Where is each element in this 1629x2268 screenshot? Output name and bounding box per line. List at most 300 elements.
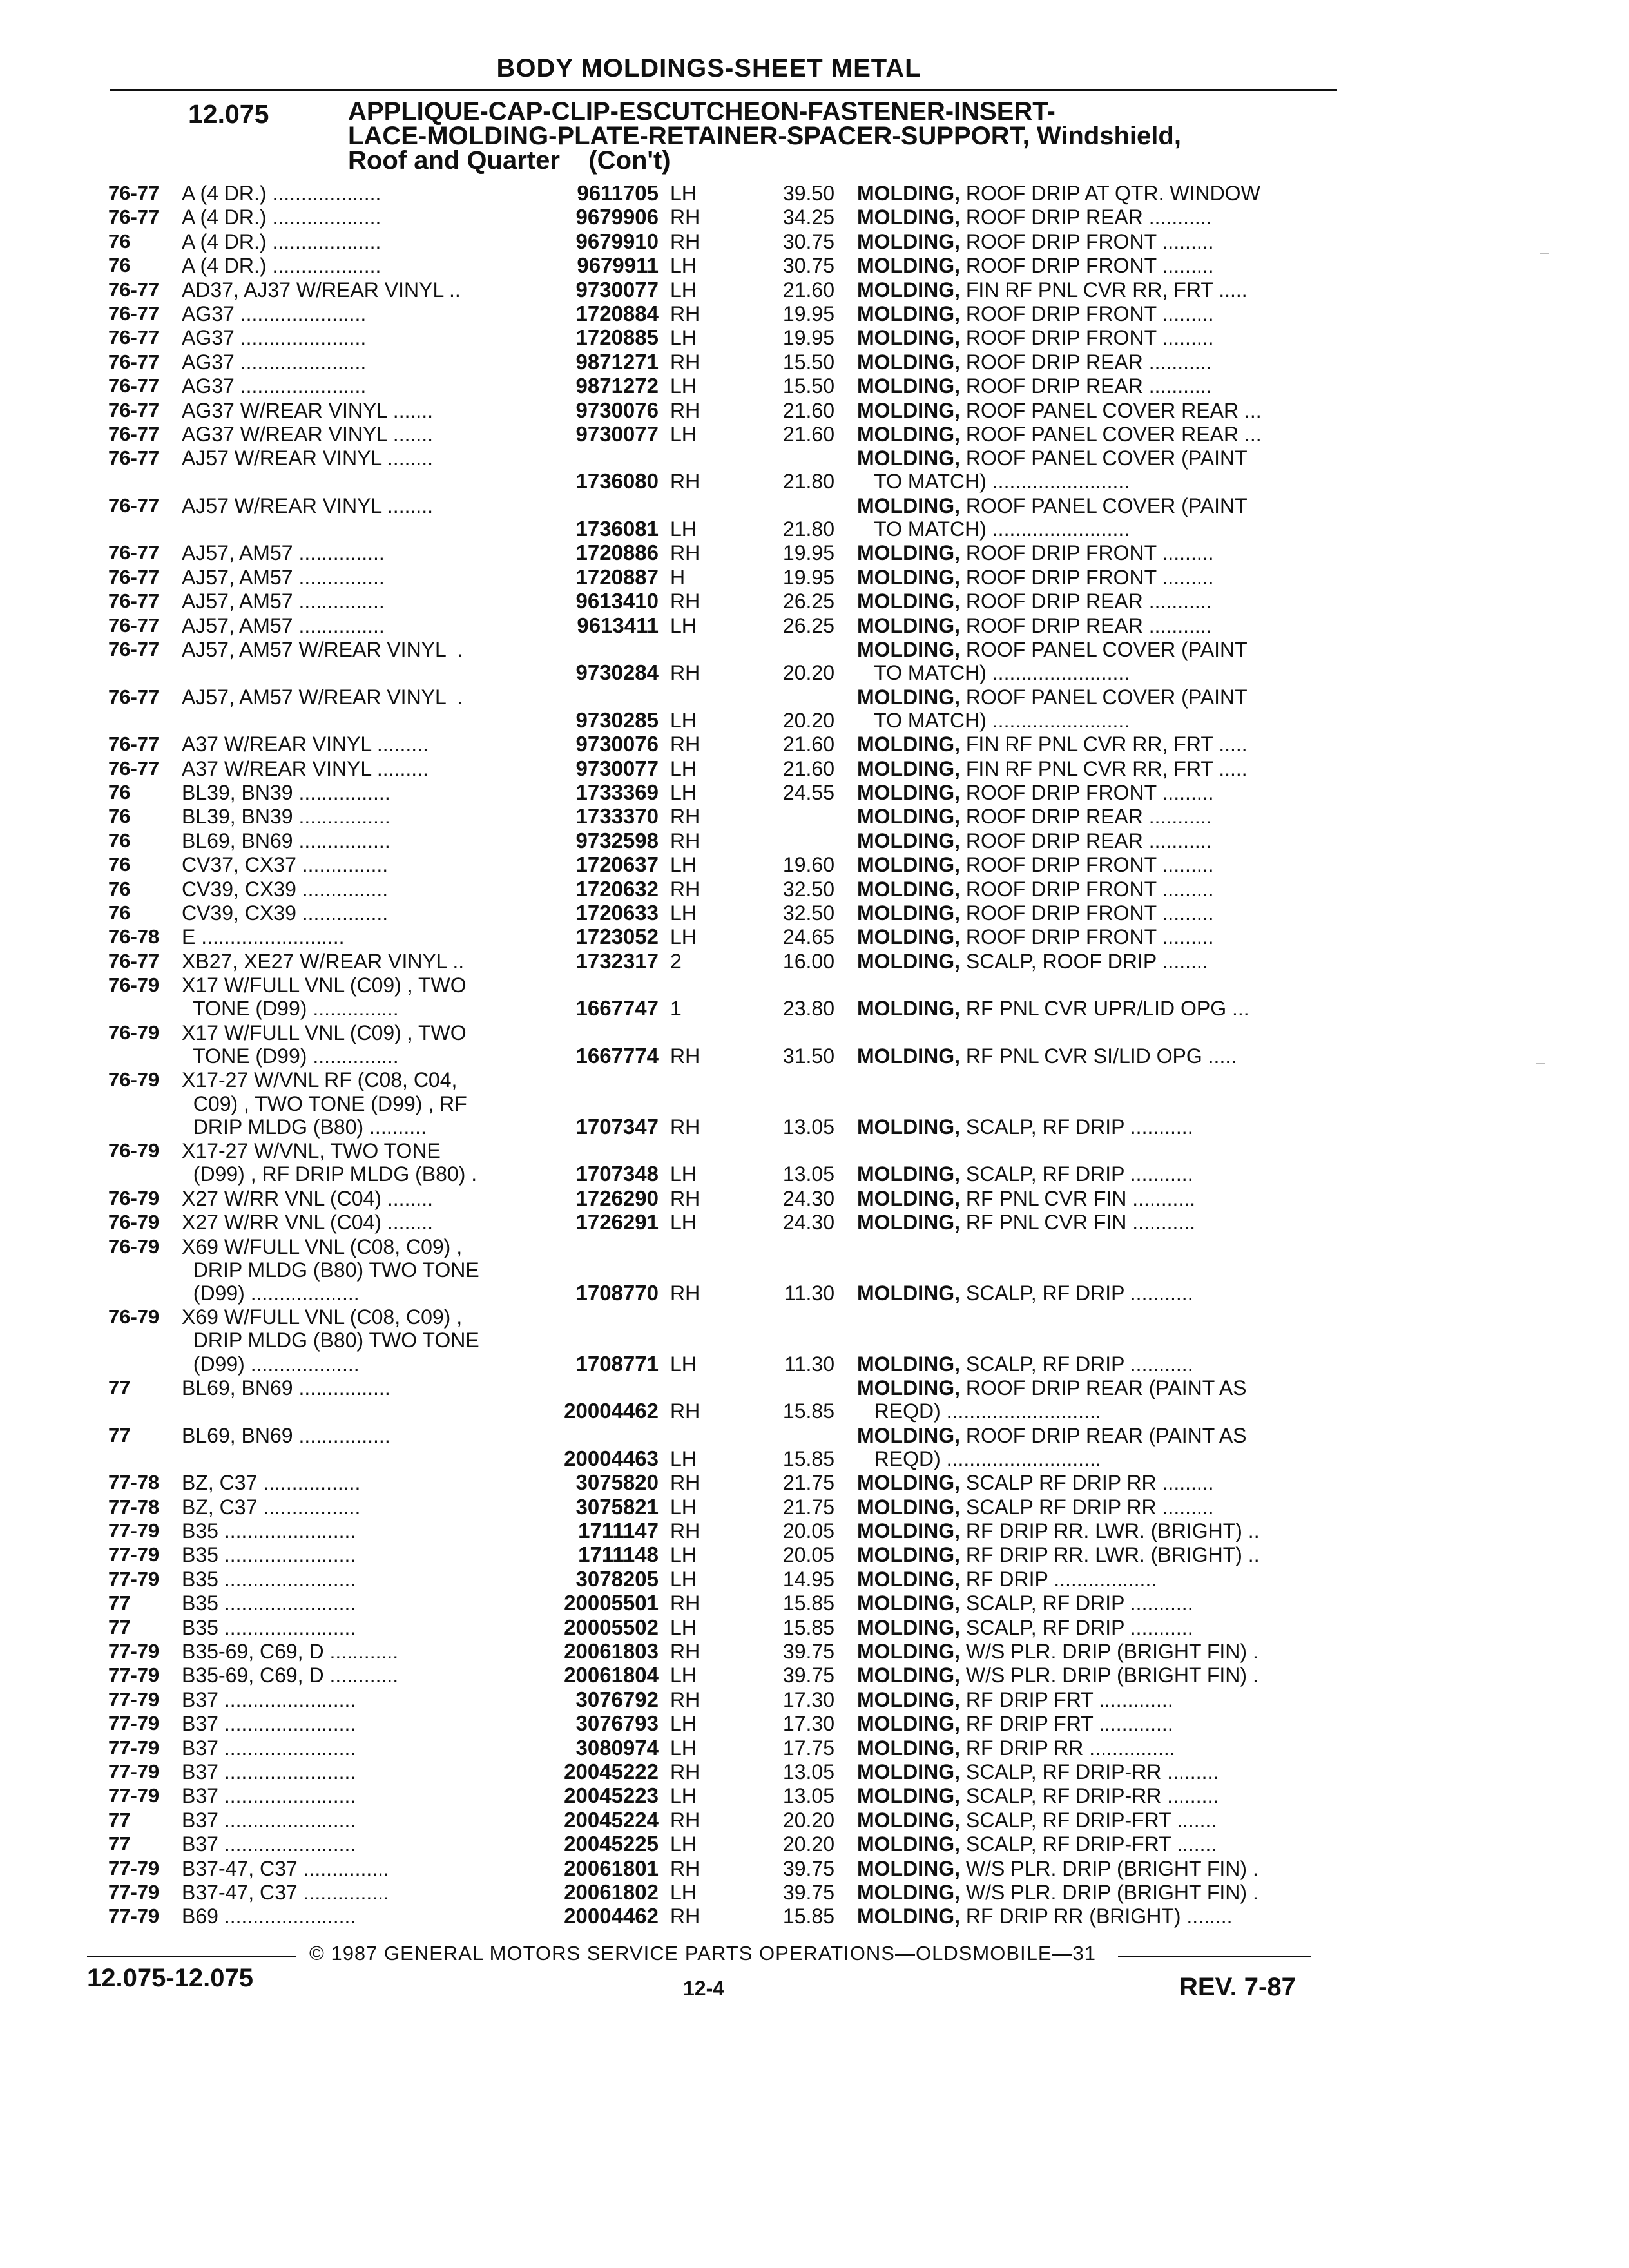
entry-description: MOLDING, SCALP, RF DRIP ........... xyxy=(857,1615,1193,1639)
entry-price: 21.80 xyxy=(782,517,834,541)
entry-model: B37 ....................... xyxy=(182,1808,356,1832)
part-entry xyxy=(0,1640,1629,1664)
part-entry xyxy=(0,1424,1629,1472)
entry-year: 76-77 xyxy=(108,422,160,445)
entry-description: MOLDING, RF DRIP RR (BRIGHT) ........ xyxy=(857,1905,1233,1928)
description-keyword: MOLDING, xyxy=(857,374,960,398)
entry-description: MOLDING, ROOF DRIP FRONT ......... xyxy=(857,541,1214,565)
entry-part-number: 9611705 xyxy=(577,181,659,205)
entry-description: MOLDING, ROOF DRIP REAR ........... xyxy=(857,613,1212,637)
entry-model: A37 W/REAR VINYL ......... xyxy=(182,733,429,756)
entry-year: 76-77 xyxy=(108,278,160,301)
entry-part-number: 20061803 xyxy=(564,1639,659,1664)
part-entry xyxy=(0,494,1629,542)
description-keyword: MOLDING, xyxy=(857,1712,960,1736)
part-entry xyxy=(0,1495,1629,1519)
part-entry xyxy=(0,302,1629,326)
entry-year: 76-77 xyxy=(108,685,160,708)
entry-part-number: 9871271 xyxy=(575,349,659,374)
entry-year: 77-79 xyxy=(108,1880,160,1903)
entry-year: 76-77 xyxy=(108,182,160,204)
entry-price: 17.30 xyxy=(782,1712,834,1736)
entry-side: RH xyxy=(670,1591,700,1615)
entry-year: 76-77 xyxy=(108,302,160,325)
page-header-title: BODY MOLDINGS-SHEET METAL xyxy=(496,54,921,82)
part-entry xyxy=(0,757,1629,781)
entry-part-number: 9730076 xyxy=(575,732,659,756)
description-keyword: MOLDING, xyxy=(857,1832,960,1856)
entry-part-number: 1736081 xyxy=(575,517,659,541)
part-entry xyxy=(0,1591,1629,1615)
entry-year: 76 xyxy=(108,829,131,852)
entry-price: 34.25 xyxy=(782,206,834,229)
entry-price: 31.50 xyxy=(782,1044,834,1068)
entry-price: 15.85 xyxy=(782,1399,834,1423)
entry-model: CV37, CX37 ............... xyxy=(182,853,389,877)
entry-price: 20.20 xyxy=(782,708,834,732)
part-entry xyxy=(0,925,1629,949)
entry-model: BL69, BN69 ................ xyxy=(182,1376,390,1400)
part-entry xyxy=(0,1688,1629,1712)
entry-model: X69 W/FULL VNL (C08, C09) , xyxy=(182,1235,463,1258)
entry-description: MOLDING, W/S PLR. DRIP (BRIGHT FIN) . xyxy=(857,1664,1258,1687)
entry-side: LH xyxy=(670,1495,697,1519)
entry-price: 32.50 xyxy=(782,877,834,901)
entry-model: B37 ....................... xyxy=(182,1712,356,1736)
part-entry xyxy=(0,1376,1629,1424)
entry-price: 21.60 xyxy=(782,756,834,780)
entry-year: 77 xyxy=(108,1591,131,1615)
entry-model: A (4 DR.) ................... xyxy=(182,254,381,278)
entry-side: RH xyxy=(670,1186,700,1210)
entry-side: LH xyxy=(670,1784,697,1808)
section-title-line-2: LACE-MOLDING-PLATE-RETAINER-SPACER-SUPPORT, Windshield, xyxy=(348,122,1181,150)
entry-description: MOLDING, RF DRIP .................. xyxy=(857,1567,1157,1591)
entry-model: CV39, CX39 ............... xyxy=(182,877,389,901)
entry-part-number: 1720633 xyxy=(575,900,659,925)
entry-year: 77-79 xyxy=(108,1664,160,1687)
description-keyword: MOLDING, xyxy=(857,1760,960,1783)
entry-side: LH xyxy=(670,1352,697,1376)
entry-description: MOLDING, SCALP, ROOF DRIP ........ xyxy=(857,949,1208,973)
entry-model: B69 ....................... xyxy=(182,1905,356,1928)
entry-side: LH xyxy=(670,278,697,302)
entry-price: 15.85 xyxy=(782,1905,834,1928)
entry-side: RH xyxy=(670,877,700,901)
part-entry xyxy=(0,686,1629,733)
entry-description: MOLDING, ROOF DRIP FRONT ......... xyxy=(857,853,1214,877)
entry-price: 39.75 xyxy=(782,1664,834,1687)
entry-model: B35-69, C69, D ............ xyxy=(182,1640,399,1664)
entry-side: RH xyxy=(670,1281,700,1305)
footer-rule-left xyxy=(87,1956,296,1957)
entry-model: AJ57, AM57 W/REAR VINYL . xyxy=(182,638,463,662)
entry-price: 19.95 xyxy=(782,565,834,589)
footer-page-number: 12-4 xyxy=(683,1977,725,2000)
entry-model: B35 ....................... xyxy=(182,1591,356,1615)
entry-description: REQD) ........................... xyxy=(857,1446,1101,1470)
entry-side: RH xyxy=(670,590,700,613)
footer-copyright: © 1987 GENERAL MOTORS SERVICE PARTS OPERATIONS—OLDSMOBILE—31 xyxy=(309,1942,1097,1965)
entry-side: LH xyxy=(670,1446,697,1470)
entry-part-number: 9871272 xyxy=(575,374,659,398)
entry-description: MOLDING, ROOF DRIP AT QTR. WINDOW xyxy=(857,182,1260,205)
entry-part-number: 20004462 xyxy=(564,1399,659,1423)
entry-model: AD37, AJ37 W/REAR VINYL .. xyxy=(182,278,461,302)
entry-year: 77-79 xyxy=(108,1543,160,1566)
entry-model: AG37 ...................... xyxy=(182,350,367,374)
description-keyword: MOLDING, xyxy=(857,565,960,589)
entry-price: 20.05 xyxy=(782,1543,834,1567)
description-keyword: MOLDING, xyxy=(857,1640,960,1664)
entry-description: MOLDING, SCALP, RF DRIP-FRT ....... xyxy=(857,1808,1217,1832)
entry-price: 23.80 xyxy=(782,997,834,1021)
entry-description: MOLDING, RF DRIP RR. LWR. (BRIGHT) .. xyxy=(857,1543,1260,1567)
part-entry xyxy=(0,733,1629,756)
entry-description: MOLDING, RF PNL CVR FIN ........... xyxy=(857,1211,1196,1235)
entry-side: LH xyxy=(670,1543,697,1567)
entry-part-number: 1720884 xyxy=(575,301,659,325)
entry-description: TO MATCH) ........................ xyxy=(857,708,1130,732)
entry-description: MOLDING, ROOF PANEL COVER (PAINT xyxy=(857,494,1248,517)
part-entry xyxy=(0,182,1629,206)
entry-side: RH xyxy=(670,1808,700,1832)
entry-part-number: 1707348 xyxy=(575,1162,659,1186)
entry-side: LH xyxy=(670,182,697,205)
entry-year: 76-77 xyxy=(108,398,160,421)
description-keyword: MOLDING, xyxy=(857,398,960,422)
entry-description: MOLDING, ROOF DRIP REAR ........... xyxy=(857,206,1212,229)
description-keyword: MOLDING, xyxy=(857,1856,960,1880)
entry-price: 16.00 xyxy=(782,949,834,973)
entry-model: (D99) ................... xyxy=(182,1352,360,1376)
entry-side: LH xyxy=(670,925,697,949)
entry-side: RH xyxy=(670,1519,700,1543)
description-keyword: MOLDING, xyxy=(857,1519,960,1543)
description-keyword: MOLDING, xyxy=(857,1784,960,1808)
part-entry xyxy=(0,374,1629,398)
entry-price: 39.75 xyxy=(782,1856,834,1880)
part-entry xyxy=(0,541,1629,565)
entry-model: B37 ....................... xyxy=(182,1784,356,1808)
description-keyword: MOLDING, xyxy=(857,1591,960,1615)
entry-model: (D99) , RF DRIP MLDG (B80) . xyxy=(182,1162,477,1186)
entry-model: B35 ....................... xyxy=(182,1543,356,1567)
entry-part-number: 3076793 xyxy=(575,1711,659,1736)
entry-part-number: 9730285 xyxy=(575,707,659,732)
entry-description: MOLDING, ROOF DRIP REAR ........... xyxy=(857,805,1212,829)
entry-side: LH xyxy=(670,1832,697,1856)
entry-year: 76-77 xyxy=(108,494,160,517)
description-keyword: MOLDING, xyxy=(857,829,960,852)
entry-description: MOLDING, ROOF DRIP REAR ........... xyxy=(857,590,1212,613)
entry-model: X27 W/RR VNL (C04) ........ xyxy=(182,1211,434,1235)
part-entry xyxy=(0,901,1629,925)
entry-part-number: 1720632 xyxy=(575,876,659,901)
description-keyword: MOLDING, xyxy=(857,494,960,517)
part-entry xyxy=(0,1760,1629,1784)
entry-price: 21.75 xyxy=(782,1471,834,1495)
entry-model: AG37 ...................... xyxy=(182,302,367,325)
entry-price: 24.55 xyxy=(782,781,834,805)
entry-part-number: 20045223 xyxy=(564,1783,659,1808)
description-keyword: MOLDING, xyxy=(857,206,960,229)
entry-price: 24.65 xyxy=(782,925,834,949)
entry-model: DRIP MLDG (B80) TWO TONE xyxy=(182,1258,479,1282)
part-entry xyxy=(0,230,1629,254)
entry-model: AJ57, AM57 ............... xyxy=(182,565,385,589)
entry-price: 15.85 xyxy=(782,1591,834,1615)
part-entry xyxy=(0,1736,1629,1760)
entry-price: 32.50 xyxy=(782,901,834,925)
entry-model: A37 W/REAR VINYL ......... xyxy=(182,756,429,780)
entry-side: LH xyxy=(670,326,697,350)
entry-part-number: 20004462 xyxy=(564,1904,659,1928)
entry-part-number: 3076792 xyxy=(575,1687,659,1711)
entry-part-number: 9679910 xyxy=(575,229,659,253)
entry-year: 76-79 xyxy=(108,1139,160,1162)
part-entry xyxy=(0,423,1629,447)
entry-description: MOLDING, ROOF PANEL COVER REAR ... xyxy=(857,398,1262,422)
entry-year: 77-79 xyxy=(108,1519,160,1542)
description-keyword: MOLDING, xyxy=(857,1162,960,1186)
entry-price: 39.75 xyxy=(782,1880,834,1904)
entry-description: MOLDING, SCALP RF DRIP RR ......... xyxy=(857,1495,1214,1519)
entry-part-number: 9732598 xyxy=(575,828,659,852)
entry-model: X17-27 W/VNL RF (C08, C04, xyxy=(182,1068,458,1092)
entry-side: RH xyxy=(670,1115,700,1139)
entry-model: E ......................... xyxy=(182,925,345,949)
part-entry xyxy=(0,351,1629,374)
entry-side: RH xyxy=(670,661,700,685)
entry-price: 19.95 xyxy=(782,541,834,565)
entry-side: LH xyxy=(670,1211,697,1235)
part-entry xyxy=(0,1881,1629,1905)
part-entry xyxy=(0,1905,1629,1928)
entry-description: MOLDING, ROOF PANEL COVER (PAINT xyxy=(857,685,1248,709)
part-entry xyxy=(0,805,1629,829)
description-keyword: MOLDING, xyxy=(857,1687,960,1711)
entry-price: 13.05 xyxy=(782,1760,834,1783)
entry-year: 76-77 xyxy=(108,206,160,229)
entry-part-number: 9730076 xyxy=(575,398,659,422)
entry-model: B35 ....................... xyxy=(182,1615,356,1639)
entry-description: MOLDING, SCALP, RF DRIP ........... xyxy=(857,1591,1193,1615)
entry-description: MOLDING, ROOF PANEL COVER (PAINT xyxy=(857,447,1248,470)
description-keyword: MOLDING, xyxy=(857,733,960,756)
entry-description: MOLDING, ROOF DRIP FRONT ......... xyxy=(857,877,1214,901)
entry-price: 13.05 xyxy=(782,1784,834,1808)
entry-price: 14.95 xyxy=(782,1567,834,1591)
entry-model: TONE (D99) ............... xyxy=(182,1044,399,1068)
header-rule xyxy=(110,89,1337,91)
entry-side: RH xyxy=(670,1399,700,1423)
entry-price: 39.75 xyxy=(782,1640,834,1664)
entry-side: RH xyxy=(670,470,700,494)
entry-description: MOLDING, ROOF DRIP REAR (PAINT AS xyxy=(857,1376,1247,1400)
description-keyword: MOLDING, xyxy=(857,997,960,1021)
entry-part-number: 1708771 xyxy=(575,1351,659,1376)
entry-model: AJ57, AM57 ............... xyxy=(182,613,385,637)
entry-model: B35 ....................... xyxy=(182,1519,356,1543)
entry-side: LH xyxy=(670,374,697,398)
description-keyword: MOLDING, xyxy=(857,1567,960,1591)
entry-price: 30.75 xyxy=(782,254,834,278)
entry-model: B37-47, C37 ............... xyxy=(182,1880,389,1904)
entry-part-number: 20005502 xyxy=(564,1615,659,1639)
entry-year: 76-79 xyxy=(108,974,160,997)
entry-part-number: 1720887 xyxy=(575,564,659,589)
entry-year: 77-79 xyxy=(108,1712,160,1735)
entry-side: RH xyxy=(670,206,700,229)
entry-year: 77 xyxy=(108,1615,131,1639)
entry-year: 76 xyxy=(108,877,131,900)
entry-part-number: 3078205 xyxy=(575,1566,659,1591)
part-entry xyxy=(0,829,1629,853)
entry-part-number: 9679906 xyxy=(575,205,659,229)
description-keyword: MOLDING, xyxy=(857,1905,960,1928)
entry-side: LH xyxy=(670,517,697,541)
entry-year: 76-79 xyxy=(108,1068,160,1091)
entry-part-number: 3080974 xyxy=(575,1735,659,1760)
description-keyword: MOLDING, xyxy=(857,638,960,662)
entry-description: MOLDING, FIN RF PNL CVR RR, FRT ..... xyxy=(857,278,1248,302)
entry-part-number: 9730284 xyxy=(575,660,659,685)
entry-description: MOLDING, RF PNL CVR UPR/LID OPG ... xyxy=(857,997,1249,1021)
description-keyword: MOLDING, xyxy=(857,1376,960,1400)
entry-price: 19.95 xyxy=(782,302,834,325)
entry-side: RH xyxy=(670,1760,700,1783)
part-entry xyxy=(0,1068,1629,1139)
entry-model: AG37 W/REAR VINYL ....... xyxy=(182,422,434,446)
description-keyword: MOLDING, xyxy=(857,302,960,325)
entry-year: 76-79 xyxy=(108,1186,160,1209)
entry-side: LH xyxy=(670,1567,697,1591)
entry-model: BL39, BN39 ................ xyxy=(182,805,390,829)
entry-side: LH xyxy=(670,781,697,805)
entry-year: 77-78 xyxy=(108,1471,160,1494)
description-keyword: MOLDING, xyxy=(857,1115,960,1139)
entry-description: MOLDING, ROOF DRIP FRONT ......... xyxy=(857,229,1214,253)
description-keyword: MOLDING, xyxy=(857,1471,960,1495)
entry-price: 20.20 xyxy=(782,1832,834,1856)
entry-year: 76-77 xyxy=(108,350,160,373)
entry-side: RH xyxy=(670,829,700,852)
part-entry xyxy=(0,1664,1629,1687)
part-entry xyxy=(0,781,1629,805)
entry-side: RH xyxy=(670,805,700,829)
description-keyword: MOLDING, xyxy=(857,1880,960,1904)
entry-description: MOLDING, SCALP, RF DRIP ........... xyxy=(857,1115,1193,1139)
part-entry xyxy=(0,1832,1629,1856)
entry-side: RH xyxy=(670,1640,700,1664)
entry-description: MOLDING, RF PNL CVR SI/LID OPG ..... xyxy=(857,1044,1237,1068)
entry-description: TO MATCH) ........................ xyxy=(857,470,1130,494)
section-number: 12.075 xyxy=(188,99,269,129)
entry-description: MOLDING, ROOF PANEL COVER REAR ... xyxy=(857,422,1262,446)
description-keyword: MOLDING, xyxy=(857,685,960,709)
part-entry xyxy=(0,399,1629,423)
part-entry xyxy=(0,1187,1629,1211)
entry-part-number: 20061804 xyxy=(564,1663,659,1687)
entry-price: 21.60 xyxy=(782,733,834,756)
entry-side: RH xyxy=(670,302,700,325)
entry-year: 76-77 xyxy=(108,733,160,756)
entry-year: 77 xyxy=(108,1808,131,1831)
entry-price: 39.50 xyxy=(782,182,834,205)
entry-model: BZ, C37 ................. xyxy=(182,1471,361,1495)
entry-side: LH xyxy=(670,1615,697,1639)
entry-side: 2 xyxy=(670,949,682,973)
entry-price: 17.30 xyxy=(782,1687,834,1711)
entry-description: MOLDING, SCALP, RF DRIP-FRT ....... xyxy=(857,1832,1217,1856)
entry-price: 21.75 xyxy=(782,1495,834,1519)
part-entry xyxy=(0,950,1629,974)
description-keyword: MOLDING, xyxy=(857,278,960,302)
entry-part-number: 20045222 xyxy=(564,1759,659,1783)
description-keyword: MOLDING, xyxy=(857,1664,960,1687)
entry-year: 77-79 xyxy=(108,1567,160,1590)
entry-description: MOLDING, ROOF DRIP REAR ........... xyxy=(857,374,1212,398)
part-entry xyxy=(0,447,1629,494)
entry-side: LH xyxy=(670,756,697,780)
part-entry xyxy=(0,1857,1629,1881)
entry-model: B37 ....................... xyxy=(182,1687,356,1711)
entry-model: AJ57, AM57 W/REAR VINYL . xyxy=(182,685,463,709)
scan-speck xyxy=(1540,253,1549,254)
footer-revision: REV. 7-87 xyxy=(1179,1973,1296,2001)
entry-model: AJ57, AM57 ............... xyxy=(182,541,385,565)
entry-side: RH xyxy=(670,733,700,756)
entry-year: 76-79 xyxy=(108,1305,160,1329)
entry-part-number: 1720637 xyxy=(575,852,659,877)
entry-description: MOLDING, ROOF PANEL COVER (PAINT xyxy=(857,638,1248,662)
description-keyword: MOLDING, xyxy=(857,1352,960,1376)
entry-year: 77-78 xyxy=(108,1495,160,1518)
entry-year: 77 xyxy=(108,1423,131,1446)
entry-description: MOLDING, ROOF DRIP REAR ........... xyxy=(857,350,1212,374)
entry-part-number: 1720886 xyxy=(575,541,659,565)
entry-side: LH xyxy=(670,1880,697,1904)
part-entry xyxy=(0,590,1629,613)
entry-description: MOLDING, SCALP, RF DRIP ........... xyxy=(857,1162,1193,1186)
description-keyword: MOLDING, xyxy=(857,805,960,829)
entry-price: 21.80 xyxy=(782,470,834,494)
description-keyword: MOLDING, xyxy=(857,1808,960,1832)
part-entry xyxy=(0,326,1629,350)
entry-part-number: 1736080 xyxy=(575,469,659,494)
description-keyword: MOLDING, xyxy=(857,1736,960,1760)
footer-section-range: 12.075-12.075 xyxy=(87,1964,254,1992)
entry-year: 76 xyxy=(108,781,131,804)
entry-side: RH xyxy=(670,398,700,422)
part-entry xyxy=(0,1211,1629,1235)
description-keyword: MOLDING, xyxy=(857,590,960,613)
entry-price: 19.60 xyxy=(782,853,834,877)
entry-part-number: 9730077 xyxy=(575,277,659,302)
description-keyword: MOLDING, xyxy=(857,1281,960,1305)
entry-model: DRIP MLDG (B80) TWO TONE xyxy=(182,1329,479,1352)
entry-side: RH xyxy=(670,1471,700,1495)
entry-model: AG37 ...................... xyxy=(182,326,367,350)
entry-price: 26.25 xyxy=(782,590,834,613)
entry-part-number: 1667774 xyxy=(575,1043,659,1068)
entry-price: 24.30 xyxy=(782,1211,834,1235)
parts-list xyxy=(0,182,1629,1929)
entry-part-number: 3075821 xyxy=(575,1494,659,1519)
entry-model: B37-47, C37 ............... xyxy=(182,1856,389,1880)
entry-model: AJ57 W/REAR VINYL ........ xyxy=(182,494,434,517)
